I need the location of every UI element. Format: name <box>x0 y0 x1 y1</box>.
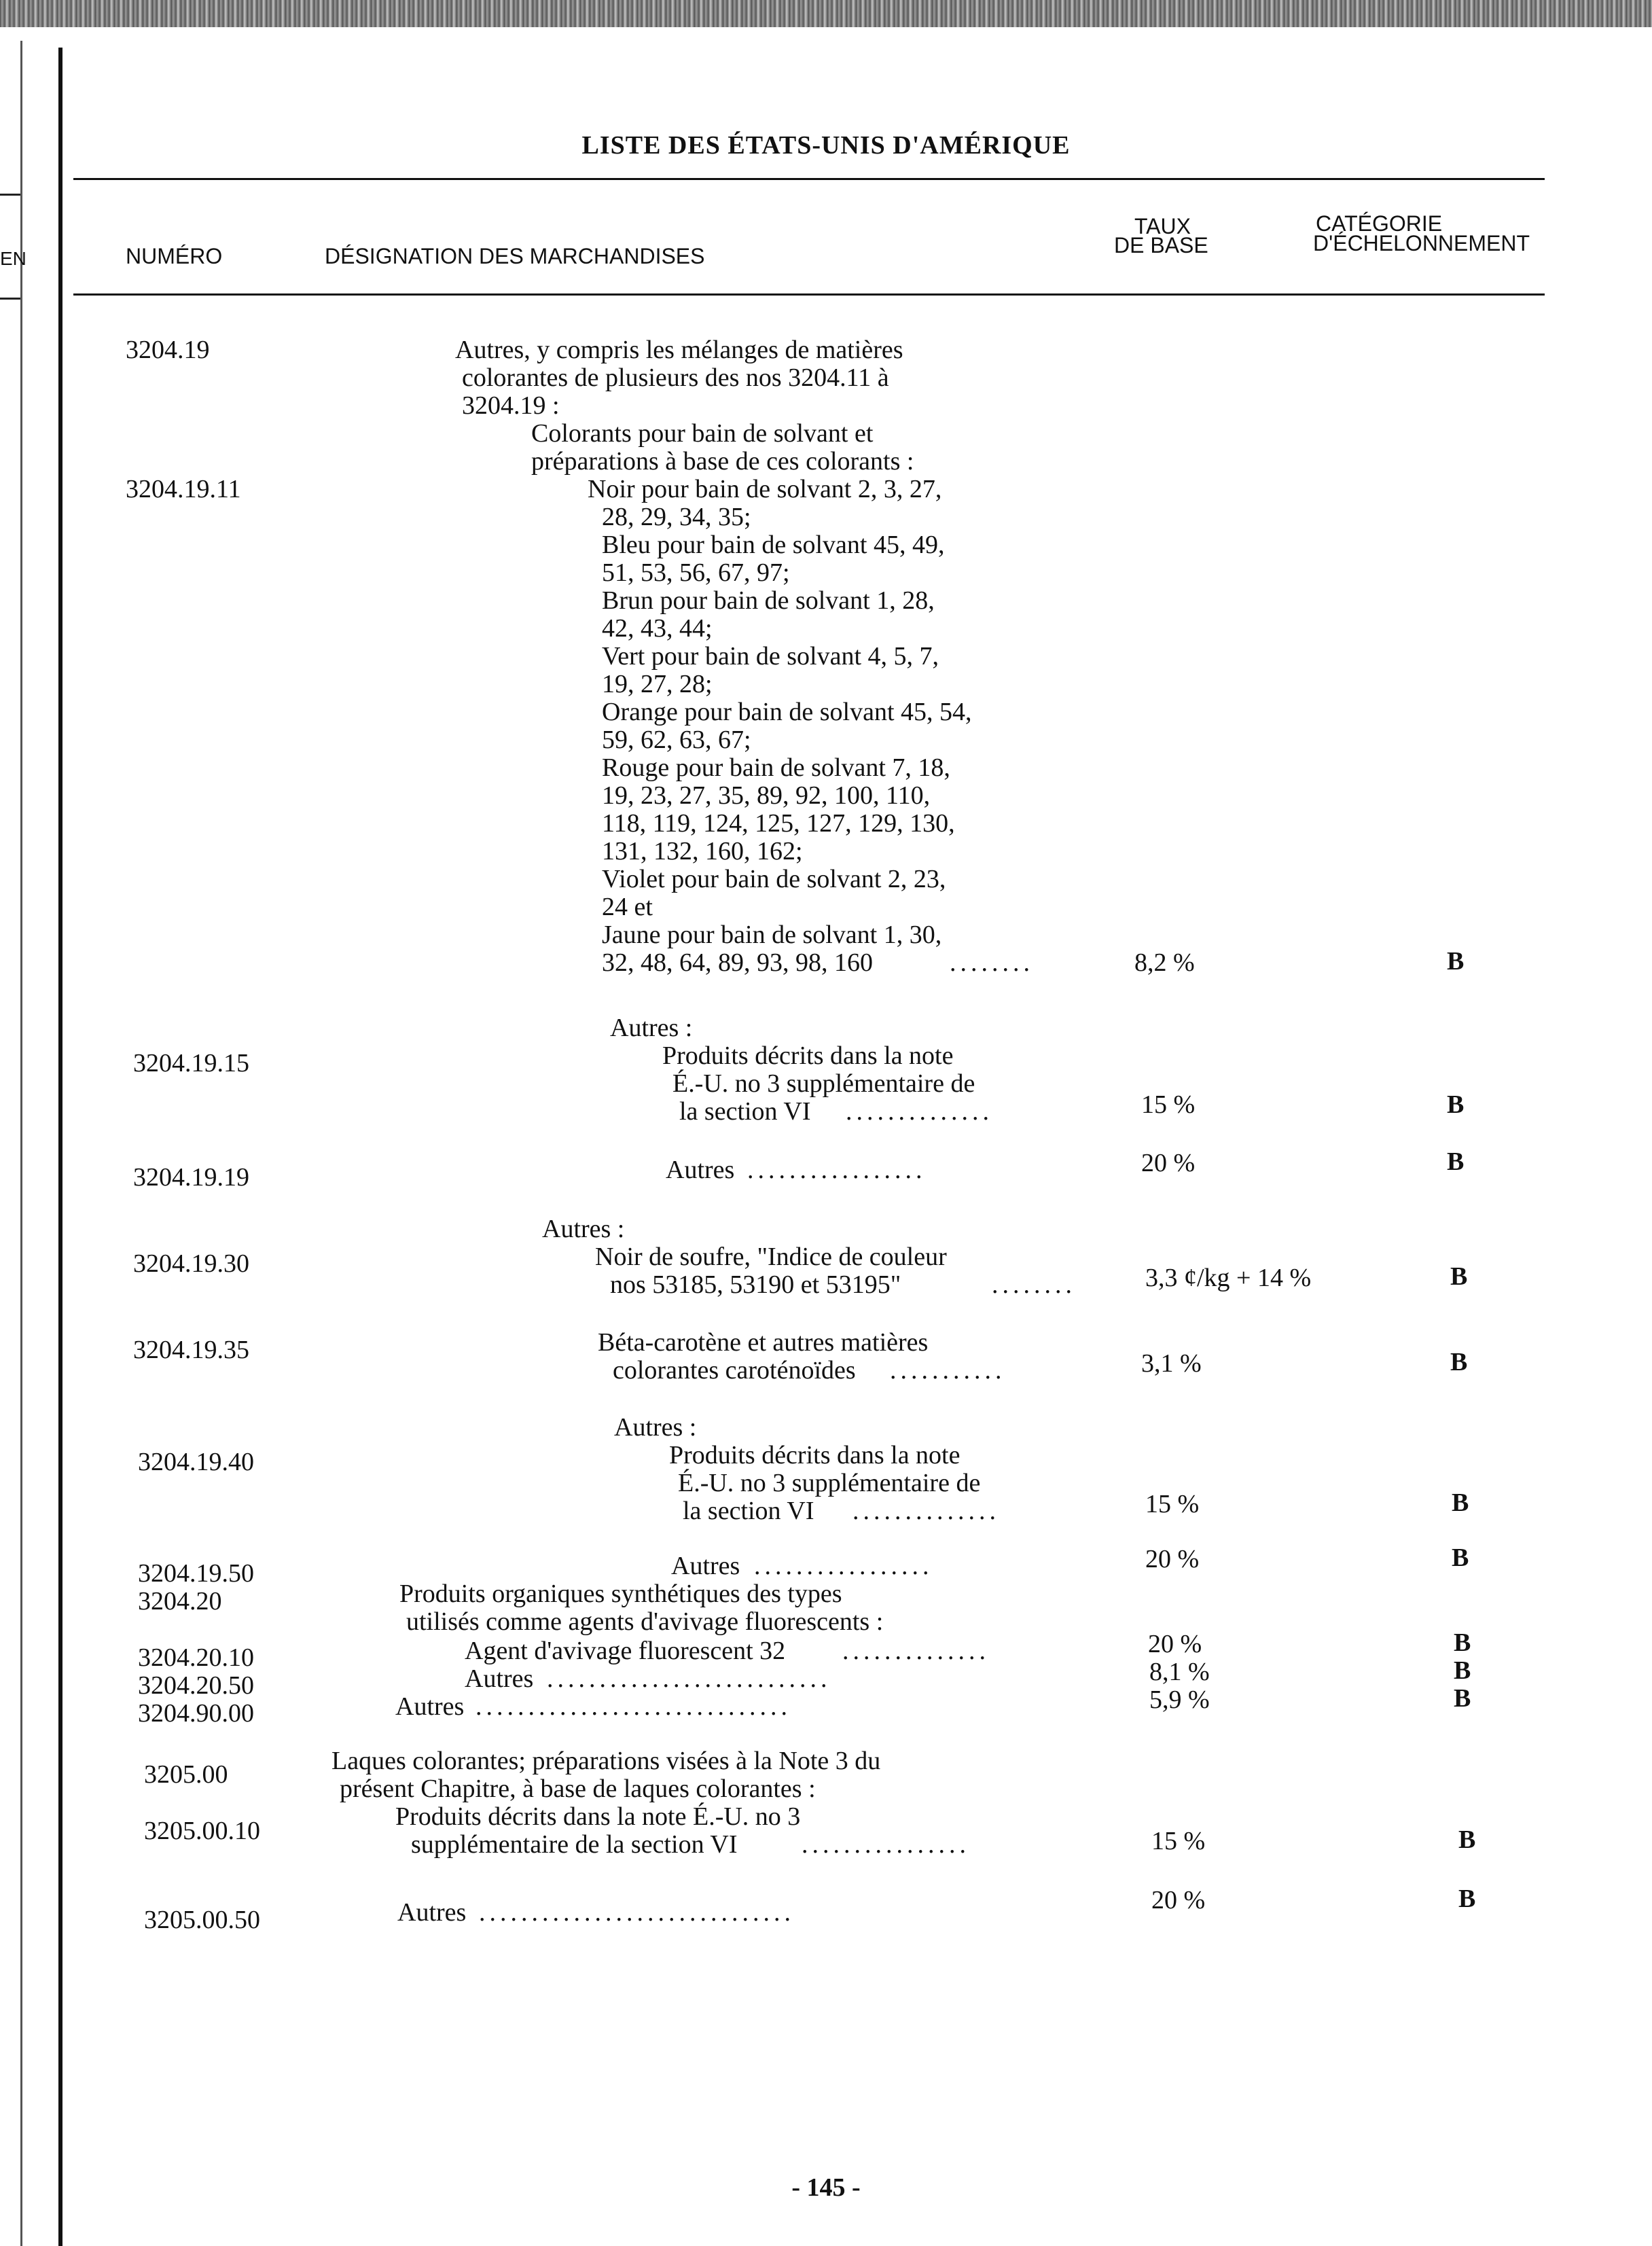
designation-line: Laques colorantes; préparations visées à la Note 3 du <box>331 1747 881 1775</box>
designation-line: présent Chapitre, à base de laques colorantes : <box>340 1775 816 1803</box>
dot-leader: .............................. <box>479 1898 795 1927</box>
staging-category: B <box>1458 1885 1476 1913</box>
base-rate: 20 % <box>1151 1886 1206 1914</box>
designation-line: É.-U. no 3 supplémentaire de <box>678 1469 981 1497</box>
tariff-number: 3204.20.50 <box>138 1671 254 1700</box>
designation-line: la section VI <box>679 1097 811 1126</box>
designation-line: Bleu pour bain de solvant 45, 49, <box>602 531 945 559</box>
base-rate: 8,1 % <box>1149 1658 1210 1686</box>
designation-line: 32, 48, 64, 89, 93, 98, 160 <box>602 948 873 977</box>
tariff-number: 3204.19.40 <box>138 1448 254 1476</box>
base-rate: 15 % <box>1151 1827 1206 1855</box>
header-numero: NUMÉRO <box>126 244 223 268</box>
staging-category: B <box>1458 1825 1476 1854</box>
staging-category: B <box>1454 1628 1471 1657</box>
base-rate: 5,9 % <box>1149 1686 1210 1714</box>
designation-line: Produits décrits dans la note <box>669 1441 960 1469</box>
dot-leader: .............. <box>846 1097 993 1126</box>
designation-line: Autres <box>395 1692 465 1721</box>
tariff-number: 3204.19.30 <box>133 1249 249 1278</box>
designation-line: Vert pour bain de solvant 4, 5, 7, <box>602 642 939 671</box>
tariff-number: 3204.19.19 <box>133 1163 249 1192</box>
designation-line: Autres, y compris les mélanges de matières <box>455 336 903 364</box>
designation-line: supplémentaire de la section VI <box>411 1830 738 1859</box>
staging-category: B <box>1454 1656 1471 1685</box>
designation-line: 19, 27, 28; <box>602 670 713 698</box>
edge-rule-bottom <box>0 298 20 300</box>
header-categorie-1: CATÉGORIE <box>1316 211 1443 236</box>
header-rule-bottom <box>73 293 1545 296</box>
designation-line: Rouge pour bain de solvant 7, 18, <box>602 753 950 782</box>
designation-line: 42, 43, 44; <box>602 614 713 643</box>
staging-category: B <box>1454 1684 1471 1713</box>
designation-line: nos 53185, 53190 et 53195" <box>610 1270 901 1299</box>
tariff-number: 3205.00.50 <box>144 1906 260 1934</box>
scan-edge <box>0 0 1652 27</box>
dot-leader: .............. <box>852 1497 1000 1525</box>
tariff-number: 3204.19.15 <box>133 1049 249 1077</box>
designation-line: 51, 53, 56, 67, 97; <box>602 558 790 587</box>
page-number: - 145 - <box>791 2173 861 2202</box>
staging-category: B <box>1447 1147 1465 1176</box>
tariff-number: 3205.00 <box>144 1760 228 1789</box>
staging-category: B <box>1450 1262 1468 1291</box>
staging-category: B <box>1452 1544 1469 1572</box>
base-rate: 20 % <box>1141 1149 1196 1177</box>
dot-leader: .............. <box>842 1637 990 1665</box>
tariff-number: 3204.19.11 <box>126 475 241 503</box>
designation-line: utilisés comme agents d'avivage fluorescents : <box>406 1607 884 1636</box>
tariff-number: 3204.20 <box>138 1587 222 1616</box>
header-rule-top <box>73 178 1545 180</box>
designation-line: Autres <box>666 1156 735 1184</box>
binding-edge <box>58 48 62 2246</box>
designation-line: É.-U. no 3 supplémentaire de <box>672 1069 975 1098</box>
designation-line: Agent d'avivage fluorescent 32 <box>465 1637 786 1665</box>
designation-line: Autres <box>397 1898 467 1927</box>
dot-leader: .............................. <box>475 1692 791 1721</box>
designation-line: 59, 62, 63, 67; <box>602 726 751 754</box>
edge-rule-top <box>0 194 20 196</box>
designation-line: 28, 29, 34, 35; <box>602 503 751 531</box>
designation-line: 131, 132, 160, 162; <box>602 837 803 866</box>
designation-line: Noir de soufre, "Indice de couleur <box>595 1243 947 1271</box>
base-rate: 15 % <box>1141 1090 1196 1119</box>
designation-line: 3204.19 : <box>462 391 560 420</box>
designation-line: Colorants pour bain de solvant et <box>531 419 874 448</box>
designation-line: Autres <box>671 1552 740 1580</box>
base-rate: 20 % <box>1148 1630 1202 1658</box>
designation-line: Autres : <box>614 1413 697 1442</box>
designation-line: Produits décrits dans la note <box>662 1041 954 1070</box>
tariff-number: 3204.19.35 <box>133 1336 249 1364</box>
binding-shadow <box>20 41 22 2246</box>
tariff-number: 3204.90.00 <box>138 1699 254 1728</box>
header-taux-1: TAUX <box>1134 214 1191 238</box>
dot-leader: ........ <box>950 948 1034 977</box>
base-rate: 20 % <box>1145 1545 1200 1573</box>
dot-leader: ................ <box>802 1830 970 1859</box>
designation-line: Produits organiques synthétiques des types <box>399 1580 842 1608</box>
base-rate: 15 % <box>1145 1490 1200 1518</box>
dot-leader: ........... <box>890 1356 1006 1385</box>
tariff-number: 3204.20.10 <box>138 1643 254 1672</box>
designation-line: Béta-carotène et autres matières <box>598 1328 929 1357</box>
dot-leader: ................. <box>754 1552 933 1580</box>
staging-category: B <box>1450 1348 1468 1376</box>
staging-category: B <box>1447 1090 1465 1119</box>
designation-line: la section VI <box>683 1497 814 1525</box>
designation-line: 118, 119, 124, 125, 127, 129, 130, <box>602 809 955 838</box>
staging-category: B <box>1452 1489 1469 1517</box>
base-rate: 8,2 % <box>1134 948 1195 977</box>
header-designation: DÉSIGNATION DES MARCHANDISES <box>325 244 705 268</box>
header-taux-2: DE BASE <box>1114 233 1208 257</box>
designation-line: Autres : <box>542 1215 625 1243</box>
tariff-number: 3204.19 <box>126 336 210 364</box>
designation-line: Jaune pour bain de solvant 1, 30, <box>602 921 942 949</box>
edge-fragment-text: EN <box>0 248 26 269</box>
tariff-number: 3204.19.50 <box>138 1559 254 1588</box>
designation-line: Violet pour bain de solvant 2, 23, <box>602 865 946 893</box>
staging-category: B <box>1447 947 1465 976</box>
designation-line: 24 et <box>602 893 653 921</box>
designation-line: colorantes caroténoïdes <box>613 1356 856 1385</box>
designation-line: colorantes de plusieurs des nos 3204.11 à <box>462 363 889 392</box>
designation-line: Brun pour bain de solvant 1, 28, <box>602 586 935 615</box>
designation-line: Autres <box>465 1664 534 1693</box>
page-title: LISTE DES ÉTATS-UNIS D'AMÉRIQUE <box>581 131 1071 160</box>
designation-line: Produits décrits dans la note É.-U. no 3 <box>395 1802 801 1831</box>
dot-leader: ................. <box>747 1156 927 1184</box>
dot-leader: ........................... <box>547 1664 831 1693</box>
base-rate: 3,3 ¢/kg + 14 % <box>1145 1264 1312 1292</box>
tariff-number: 3205.00.10 <box>144 1817 260 1845</box>
designation-line: préparations à base de ces colorants : <box>531 447 914 476</box>
base-rate: 3,1 % <box>1141 1349 1202 1378</box>
designation-line: Orange pour bain de solvant 45, 54, <box>602 698 972 726</box>
designation-line: Noir pour bain de solvant 2, 3, 27, <box>588 475 942 503</box>
designation-line: 19, 23, 27, 35, 89, 92, 100, 110, <box>602 781 931 810</box>
dot-leader: ........ <box>992 1270 1076 1299</box>
header-categorie-2: D'ÉCHELONNEMENT <box>1313 231 1530 255</box>
designation-line: Autres : <box>610 1014 693 1042</box>
